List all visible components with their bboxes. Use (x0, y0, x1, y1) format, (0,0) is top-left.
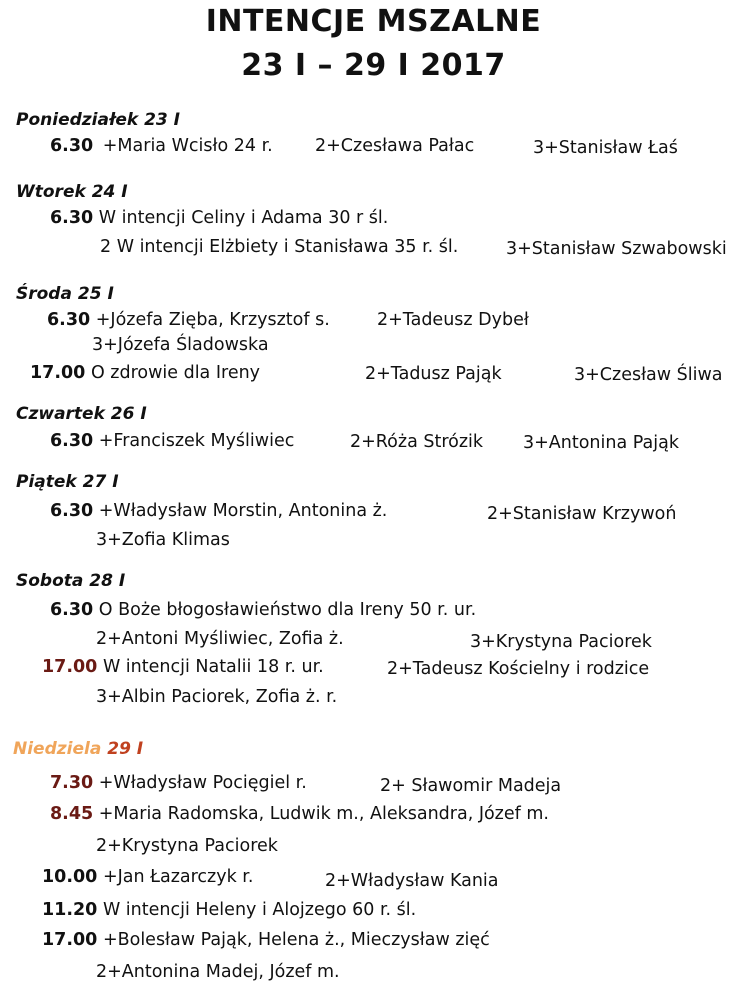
day-friday: Piątek 27 I (16, 472, 119, 492)
mass-entry (50, 501, 387, 521)
intention: W intencji Natalii 18 r. ur. (102, 657, 324, 677)
mass-time: 8.45 (50, 804, 94, 824)
intention: +Franciszek Myśliwiec (98, 431, 295, 451)
intention: +Maria Wcisło 24 r. (102, 136, 273, 156)
day-wednesday: Środa 25 I (16, 284, 114, 304)
mass-entry (50, 136, 273, 156)
mass-entry (42, 900, 416, 920)
intention: 2+Róża Strózik (350, 432, 484, 452)
intention: 2+Tadeusz Kościelny i rodzice (387, 659, 650, 679)
mass-entry (50, 431, 294, 451)
intention: 3+Krystyna Paciorek (470, 632, 652, 652)
mass-entry (50, 600, 476, 620)
intention: 2+Tadusz Pająk (365, 364, 502, 384)
intention: 2+Antoni Myśliwiec, Zofia ż. (96, 629, 344, 649)
mass-time: 6.30 (50, 501, 94, 521)
intention: 2+Krystyna Paciorek (96, 836, 278, 856)
mass-time: 17.00 (30, 363, 86, 383)
mass-time: 17.00 (42, 930, 98, 950)
intention: +Jan Łazarczyk r. (102, 867, 254, 887)
day-tuesday: Wtorek 24 I (16, 182, 128, 202)
intention: 2+Antonina Madej, Józef m. (96, 962, 340, 982)
mass-entry (47, 310, 330, 330)
intention: +Maria Radomska, Ludwik m., Aleksandra, Józef m. (98, 804, 549, 824)
day-thursday: Czwartek 26 I (16, 404, 147, 424)
mass-entry (42, 867, 253, 887)
intention: O Boże błogosławieństwo dla Ireny 50 r. ur. (98, 600, 477, 620)
sunday-label-date: 29 I (107, 739, 144, 759)
sunday-label-name: Niedziela (13, 739, 102, 759)
intention: 2 W intencji Elżbiety i Stanisława 35 r. śl. (100, 237, 459, 257)
intention: W intencji Celiny i Adama 30 r śl. (98, 208, 389, 228)
mass-time: 11.20 (42, 900, 98, 920)
intention: +Władysław Morstin, Antonina ż. (98, 501, 388, 521)
mass-entry (50, 208, 388, 228)
intention: 3+Józefa Śladowska (92, 335, 269, 355)
day-sunday (13, 739, 143, 759)
mass-time: 6.30 (50, 136, 94, 156)
intention: 3+Stanisław Łaś (533, 138, 678, 158)
mass-time: 7.30 (50, 773, 94, 793)
intention: +Bolesław Pająk, Helena ż., Mieczysław zięć (102, 930, 490, 950)
mass-time: 6.30 (47, 310, 91, 330)
intention: 3+Czesław Śliwa (574, 365, 723, 385)
mass-entry (50, 804, 549, 824)
intention: 2+Czesława Pałac (315, 136, 475, 156)
intention: 2+Władysław Kania (325, 871, 499, 891)
intention: 2+Tadeusz Dybeł (377, 310, 529, 330)
intention: O zdrowie dla Ireny (90, 363, 261, 383)
intention: 2+Stanisław Krzywoń (487, 504, 677, 524)
intention: 3+Zofia Klimas (96, 530, 230, 550)
intention: +Józefa Zięba, Krzysztof s. (95, 310, 330, 330)
mass-entry (42, 657, 324, 677)
mass-time: 10.00 (42, 867, 98, 887)
page-title: INTENCJE MSZALNE (205, 4, 542, 39)
intention: 3+Albin Paciorek, Zofia ż. r. (96, 687, 338, 707)
intention: 3+Stanisław Szwabowski (506, 239, 727, 259)
mass-time: 17.00 (42, 657, 98, 677)
mass-entry (50, 773, 307, 793)
mass-time: 6.30 (50, 431, 94, 451)
day-monday: Poniedziałek 23 I (16, 110, 180, 130)
intention: +Władysław Pocięgiel r. (98, 773, 307, 793)
mass-time: 6.30 (50, 600, 94, 620)
intention: 2+ Sławomir Madeja (380, 776, 562, 796)
intention: W intencji Heleny i Alojzego 60 r. śl. (102, 900, 417, 920)
intention: 3+Antonina Pająk (523, 433, 679, 453)
mass-entry (30, 363, 260, 383)
mass-entry (42, 930, 490, 950)
day-saturday: Sobota 28 I (16, 571, 126, 591)
mass-time: 6.30 (50, 208, 94, 228)
page-subtitle: 23 I – 29 I 2017 (241, 48, 506, 83)
